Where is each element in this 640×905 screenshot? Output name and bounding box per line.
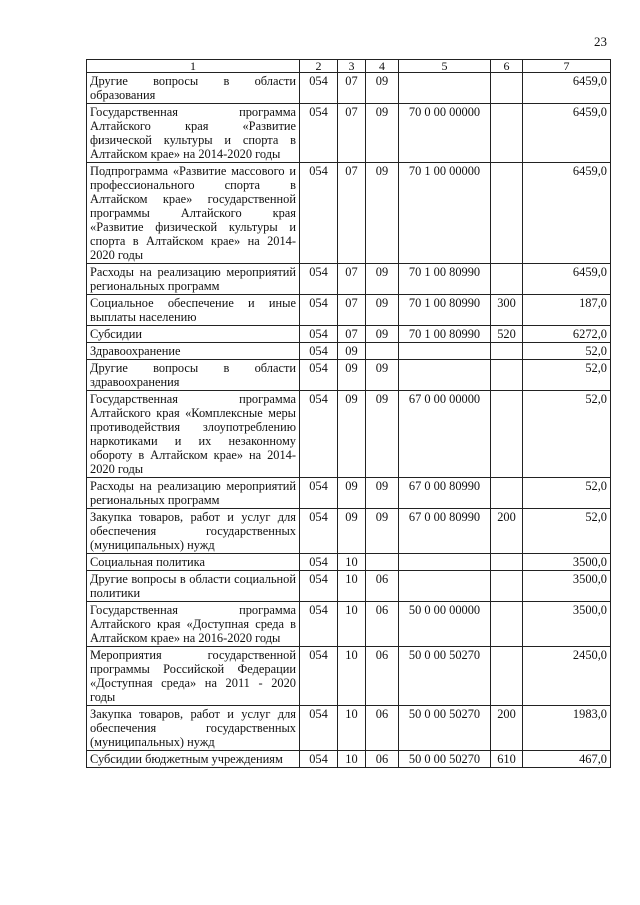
row-subsection: 09: [366, 104, 399, 163]
row-expense-type: 200: [491, 706, 523, 751]
row-subsection: 09: [366, 264, 399, 295]
row-target-article: 70 1 00 80990: [399, 264, 491, 295]
table-row: [87, 509, 611, 554]
row-subsection: [366, 343, 399, 360]
row-ministry-code: 054: [300, 326, 338, 343]
row-amount: 187,0: [523, 295, 611, 326]
header-cell-expense-type: 6: [491, 60, 523, 73]
table-row: [87, 751, 611, 768]
table-row: [87, 647, 611, 706]
table-row: [87, 163, 611, 264]
table-row: [87, 264, 611, 295]
row-expense-type: [491, 647, 523, 706]
header-cell-name: 1: [87, 60, 300, 73]
table-body: [87, 73, 611, 768]
table-row: [87, 104, 611, 163]
row-subsection: 09: [366, 326, 399, 343]
row-subsection: 09: [366, 295, 399, 326]
row-target-article: 67 0 00 80990: [399, 509, 491, 554]
row-section: 10: [338, 602, 366, 647]
row-expense-type: [491, 264, 523, 295]
row-target-article: 70 1 00 80990: [399, 326, 491, 343]
row-name: Государственная программа Алтайского края «Развитие физической культуры и спорта в Алтайском крае» на 2014-2020 годы: [87, 104, 300, 163]
row-name: Другие вопросы в области образования: [87, 73, 300, 104]
row-section: 10: [338, 647, 366, 706]
row-target-article: 50 0 00 50270: [399, 751, 491, 768]
row-expense-type: [491, 478, 523, 509]
table-row: [87, 478, 611, 509]
row-amount: 3500,0: [523, 602, 611, 647]
table-row: [87, 706, 611, 751]
row-section: 09: [338, 343, 366, 360]
row-subsection: 09: [366, 509, 399, 554]
header-cell-subsection: 4: [366, 60, 399, 73]
row-expense-type: 200: [491, 509, 523, 554]
header-cell-section: 3: [338, 60, 366, 73]
row-expense-type: 520: [491, 326, 523, 343]
row-amount: 6459,0: [523, 264, 611, 295]
row-section: 10: [338, 706, 366, 751]
row-ministry-code: 054: [300, 647, 338, 706]
row-subsection: 06: [366, 751, 399, 768]
table-row: [87, 554, 611, 571]
table-row: [87, 73, 611, 104]
row-section: 07: [338, 73, 366, 104]
row-subsection: [366, 554, 399, 571]
row-subsection: 09: [366, 163, 399, 264]
row-amount: 6459,0: [523, 73, 611, 104]
row-target-article: 70 1 00 80990: [399, 295, 491, 326]
row-section: 09: [338, 478, 366, 509]
row-amount: 467,0: [523, 751, 611, 768]
table-row: [87, 343, 611, 360]
row-ministry-code: 054: [300, 602, 338, 647]
header-row: [87, 60, 611, 73]
row-section: 07: [338, 295, 366, 326]
row-section: 07: [338, 326, 366, 343]
row-section: 10: [338, 554, 366, 571]
row-target-article: [399, 73, 491, 104]
row-section: 10: [338, 751, 366, 768]
table-row: [87, 326, 611, 343]
row-name: Другие вопросы в области социальной политики: [87, 571, 300, 602]
row-name: Социальная политика: [87, 554, 300, 571]
row-amount: 52,0: [523, 360, 611, 391]
row-amount: 6272,0: [523, 326, 611, 343]
row-section: 07: [338, 104, 366, 163]
row-subsection: 09: [366, 478, 399, 509]
row-section: 10: [338, 571, 366, 602]
row-amount: 2450,0: [523, 647, 611, 706]
row-subsection: 06: [366, 602, 399, 647]
row-name: Расходы на реализацию мероприятий региональных программ: [87, 478, 300, 509]
row-ministry-code: 054: [300, 73, 338, 104]
row-expense-type: [491, 391, 523, 478]
row-subsection: 09: [366, 360, 399, 391]
row-name: Мероприятия государственной программы Российской Федерации «Доступная среда» на 2011 - 2020 годы: [87, 647, 300, 706]
row-ministry-code: 054: [300, 509, 338, 554]
row-name: Закупка товаров, работ и услуг для обеспечения государственных (муниципальных) нужд: [87, 706, 300, 751]
row-name: Здравоохранение: [87, 343, 300, 360]
table-row: [87, 602, 611, 647]
row-section: 09: [338, 509, 366, 554]
table-row: [87, 391, 611, 478]
row-amount: 6459,0: [523, 104, 611, 163]
row-name: Субсидии: [87, 326, 300, 343]
row-amount: 3500,0: [523, 554, 611, 571]
row-target-article: 70 0 00 00000: [399, 104, 491, 163]
row-ministry-code: 054: [300, 706, 338, 751]
row-ministry-code: 054: [300, 264, 338, 295]
row-target-article: 50 0 00 00000: [399, 602, 491, 647]
row-ministry-code: 054: [300, 104, 338, 163]
row-target-article: 50 0 00 50270: [399, 706, 491, 751]
row-name: Другие вопросы в области здравоохранения: [87, 360, 300, 391]
header-cell-ministry: 2: [300, 60, 338, 73]
row-expense-type: [491, 554, 523, 571]
row-expense-type: [491, 602, 523, 647]
row-ministry-code: 054: [300, 391, 338, 478]
row-expense-type: [491, 73, 523, 104]
table-row: [87, 360, 611, 391]
row-amount: 52,0: [523, 478, 611, 509]
row-section: 07: [338, 163, 366, 264]
row-target-article: 70 1 00 00000: [399, 163, 491, 264]
row-subsection: 06: [366, 647, 399, 706]
row-section: 09: [338, 360, 366, 391]
page-number: 23: [594, 34, 607, 49]
row-expense-type: [491, 104, 523, 163]
row-section: 07: [338, 264, 366, 295]
row-amount: 6459,0: [523, 163, 611, 264]
row-ministry-code: 054: [300, 295, 338, 326]
row-subsection: 09: [366, 73, 399, 104]
row-ministry-code: 054: [300, 360, 338, 391]
row-ministry-code: 054: [300, 343, 338, 360]
row-name: Закупка товаров, работ и услуг для обеспечения государственных (муниципальных) нужд: [87, 509, 300, 554]
row-expense-type: [491, 163, 523, 264]
row-ministry-code: 054: [300, 751, 338, 768]
table-row: [87, 295, 611, 326]
row-target-article: 50 0 00 50270: [399, 647, 491, 706]
row-target-article: [399, 554, 491, 571]
table-row: [87, 571, 611, 602]
row-target-article: [399, 571, 491, 602]
row-name: Государственная программа Алтайского края «Доступная среда в Алтайском крае» на 2016-2020 годы: [87, 602, 300, 647]
row-ministry-code: 054: [300, 554, 338, 571]
row-target-article: 67 0 00 80990: [399, 478, 491, 509]
row-amount: 1983,0: [523, 706, 611, 751]
row-amount: 52,0: [523, 509, 611, 554]
row-name: Расходы на реализацию мероприятий региональных программ: [87, 264, 300, 295]
row-amount: 52,0: [523, 391, 611, 478]
row-expense-type: [491, 571, 523, 602]
row-section: 09: [338, 391, 366, 478]
row-expense-type: [491, 343, 523, 360]
row-amount: 3500,0: [523, 571, 611, 602]
row-ministry-code: 054: [300, 163, 338, 264]
header-cell-target-article: 5: [399, 60, 491, 73]
row-expense-type: 610: [491, 751, 523, 768]
budget-table: [86, 59, 611, 768]
row-target-article: [399, 360, 491, 391]
row-target-article: 67 0 00 00000: [399, 391, 491, 478]
row-amount: 52,0: [523, 343, 611, 360]
row-expense-type: [491, 360, 523, 391]
row-name: Субсидии бюджетным учреждениям: [87, 751, 300, 768]
row-subsection: 06: [366, 571, 399, 602]
row-name: Подпрограмма «Развитие массового и профессионального спорта в Алтайском крае» государственной программы Алтайского края «Развитие физической культуры и спорта в Алтайском крае» на 2014-2020 годы: [87, 163, 300, 264]
row-subsection: 06: [366, 706, 399, 751]
row-name: Государственная программа Алтайского края «Комплексные меры противодействия злоупотреблению наркотиками и их незаконному обороту в Алтайском крае» на 2014-2020 годы: [87, 391, 300, 478]
header-cell-amount: 7: [523, 60, 611, 73]
row-name: Социальное обеспечение и иные выплаты населению: [87, 295, 300, 326]
row-target-article: [399, 343, 491, 360]
row-ministry-code: 054: [300, 571, 338, 602]
row-subsection: 09: [366, 391, 399, 478]
row-expense-type: 300: [491, 295, 523, 326]
row-ministry-code: 054: [300, 478, 338, 509]
